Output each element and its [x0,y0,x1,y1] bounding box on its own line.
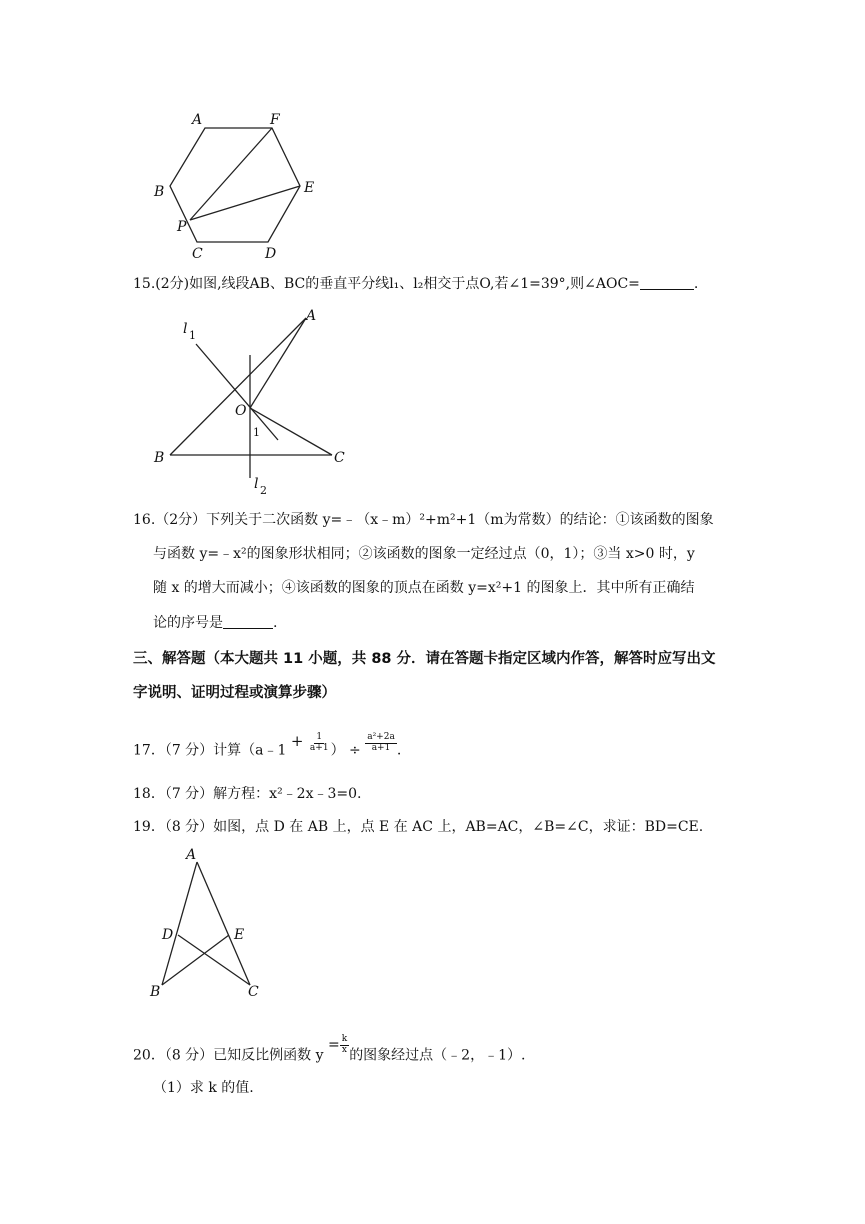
label-c: C [192,246,203,262]
fraction-numerator: k [341,1034,348,1044]
fraction-2-numerator: a²+2a [367,732,395,742]
close-paren: ） [330,742,345,759]
fraction-2 [365,733,397,754]
hexagon-outline [170,128,300,242]
fraction-1-numerator: 1 [316,732,323,742]
question-20 [133,1034,526,1066]
equals-sign: = [327,1037,340,1054]
question-17-end: . [396,742,402,759]
question-15-text: 15.(2分)如图,线段AB、BC的垂直平分线l₁、l₂相交于点O,若∠1=39°,则∠AOC= [133,276,640,292]
section-3-heading-cont: 字说明、证明过程或演算步骤） [133,685,336,701]
question-16-end: . [273,615,278,631]
label-b: B [154,450,165,466]
label-b: B [154,184,165,200]
question-19: 19．（8 分）如图，点 D 在 AB 上，点 E 在 AC 上，AB=AC，∠B=∠C，求证：BD=CE. [133,819,704,835]
question-16-line2: 与函数 y=﹣x²的图象形状相同；②该函数的图象一定经过点（0，1）；③当 x>0 时，y [153,546,695,562]
label-f: F [270,112,280,128]
question-16-line3: 随 x 的增大而减小；④该函数的图象的顶点在函数 y=x²+1 的图象上．其中所有正确结 [153,580,695,596]
fraction-2-denominator: a+1 [371,742,391,753]
triangle-figure [145,840,275,1005]
label-d: D [265,246,277,262]
fraction-denominator: x [341,1044,347,1055]
label-c: C [248,984,259,1000]
answer-blank-15 [640,275,694,290]
label-a: A [186,847,197,863]
label-c: C [334,450,345,466]
label-l: l [254,476,259,492]
hexagon-figure [145,105,325,265]
segment-pf [190,128,272,220]
label-l1-sub: 1 [189,329,196,342]
segment-oc [250,408,332,455]
label-angle-1: 1 [253,426,260,439]
answer-blank-16 [223,614,273,629]
label-l: l [183,321,188,337]
question-16-line1: 16.（2分）下列关于二次函数 y=﹣（x﹣m）²+m²+1（m为常数）的结论：①该函数的图象 [133,512,714,528]
question-17-prefix: 17．（7 分）计算（a﹣1 [133,742,287,759]
label-l2-sub: 2 [260,484,267,497]
section-3-heading: 三、解答题（本大题共 11 小题，共 88 分．请在答题卡指定区域内作答，解答时应写出文 [133,651,716,667]
label-b: B [150,984,161,1000]
label-o: O [235,403,247,419]
question-18: 18．（7 分）解方程：x²﹣2x﹣3=0. [133,786,362,802]
label-p: P [177,219,187,235]
label-a: A [192,112,203,128]
question-20-suffix: 的图象经过点（﹣2，﹣1）. [349,1047,526,1064]
plus-sign: + [290,732,304,751]
question-15-end: . [693,276,699,292]
fraction-k-over-x [340,1035,349,1056]
question-20-prefix: 20．（8 分）已知反比例函数 y [133,1047,324,1064]
fraction-1 [308,733,331,754]
segment-ab [162,862,197,985]
label-e: E [304,180,315,196]
label-e: E [234,927,245,943]
question-16-text: 论的序号是 [153,615,223,631]
question-17 [133,732,402,761]
label-a: A [306,308,317,324]
divide-sign: ÷ [349,742,361,759]
segment-oa [250,318,306,408]
question-20-part-1: （1）求 k 的值. [153,1080,254,1096]
label-d: D [162,927,174,943]
question-16-line4 [153,614,277,630]
bisector-figure [145,305,360,500]
question-15 [133,275,698,291]
fraction-1-denominator: a+1 [309,742,329,753]
